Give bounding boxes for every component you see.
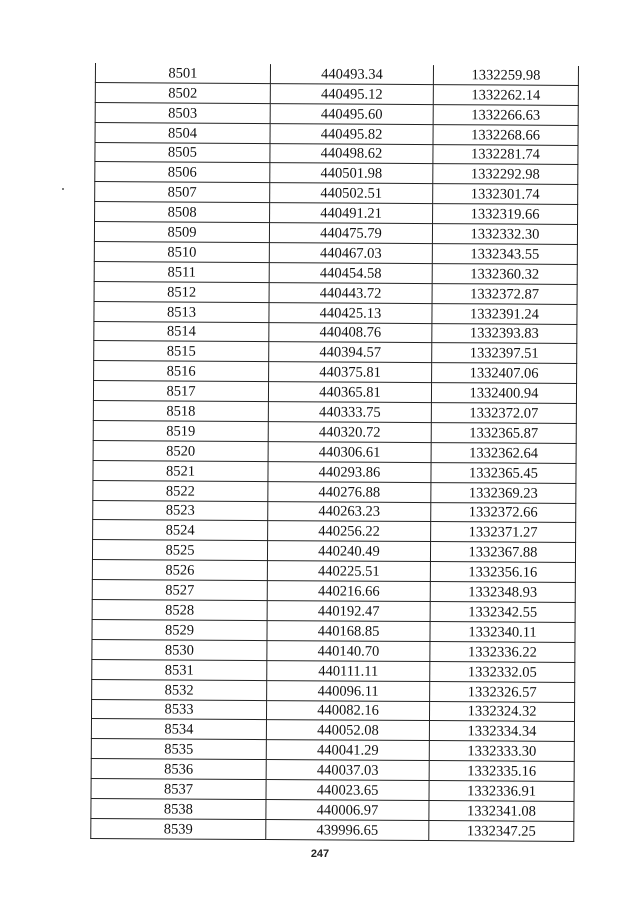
- x-coordinate-cell: 440293.86: [268, 461, 431, 482]
- y-coordinate-cell: 1332343.55: [432, 244, 577, 265]
- x-coordinate-cell: 440498.62: [270, 143, 433, 164]
- point-id-cell: 8511: [94, 261, 269, 282]
- point-id-cell: 8508: [95, 202, 270, 223]
- y-coordinate-cell: 1332348.93: [430, 582, 575, 603]
- point-id-cell: 8525: [92, 540, 267, 561]
- y-coordinate-cell: 1332372.07: [431, 403, 576, 424]
- y-coordinate-cell: 1332266.63: [433, 104, 578, 125]
- point-id-cell: 8518: [93, 401, 268, 422]
- y-coordinate-cell: 1332336.22: [430, 641, 575, 662]
- x-coordinate-cell: 440240.49: [267, 541, 430, 562]
- y-coordinate-cell: 1332347.25: [429, 820, 574, 841]
- y-coordinate-cell: 1332372.66: [431, 502, 576, 523]
- x-coordinate-cell: 440495.82: [270, 123, 433, 144]
- x-coordinate-cell: 440425.13: [269, 302, 432, 323]
- point-id-cell: 8504: [95, 122, 270, 143]
- point-id-cell: 8522: [93, 480, 268, 501]
- point-id-cell: 8513: [94, 301, 269, 322]
- x-coordinate-cell: 440493.34: [270, 64, 433, 84]
- x-coordinate-cell: 440454.58: [269, 262, 432, 283]
- point-id-cell: 8514: [94, 321, 269, 342]
- x-coordinate-cell: 440168.85: [267, 620, 430, 641]
- x-coordinate-cell: 440225.51: [267, 561, 430, 582]
- y-coordinate-cell: 1332397.51: [432, 343, 577, 364]
- x-coordinate-cell: 440475.79: [269, 223, 432, 244]
- x-coordinate-cell: 440256.22: [268, 521, 431, 542]
- y-coordinate-cell: 1332259.98: [433, 65, 578, 85]
- point-id-cell: 8533: [91, 699, 266, 720]
- y-coordinate-cell: 1332281.74: [433, 144, 578, 165]
- y-coordinate-cell: 1332340.11: [430, 621, 575, 642]
- y-coordinate-cell: 1332262.14: [433, 84, 578, 105]
- point-id-cell: 8539: [91, 818, 266, 839]
- point-id-cell: 8515: [94, 341, 269, 362]
- coordinate-table-body: [91, 63, 579, 841]
- point-id-cell: 8523: [93, 500, 268, 521]
- y-coordinate-cell: 1332400.94: [431, 383, 576, 404]
- point-id-cell: 8517: [93, 381, 268, 402]
- x-coordinate-cell: 440502.51: [270, 183, 433, 204]
- y-coordinate-cell: 1332367.88: [430, 542, 575, 563]
- x-coordinate-cell: 440320.72: [268, 422, 431, 443]
- page-number: 247: [310, 848, 330, 860]
- x-coordinate-cell: 440394.57: [269, 342, 432, 363]
- x-coordinate-cell: 440467.03: [269, 243, 432, 264]
- point-id-cell: 8521: [93, 460, 268, 481]
- x-coordinate-cell: 440276.88: [268, 481, 431, 502]
- point-id-cell: 8534: [91, 719, 266, 740]
- point-id-cell: 8520: [93, 440, 268, 461]
- point-id-cell: 8512: [94, 281, 269, 302]
- y-coordinate-cell: 1332362.64: [431, 442, 576, 463]
- y-coordinate-cell: 1332365.87: [431, 423, 576, 444]
- point-id-cell: 8502: [95, 82, 270, 103]
- y-coordinate-cell: 1332391.24: [432, 303, 577, 324]
- x-coordinate-cell: 440052.08: [266, 720, 429, 741]
- y-coordinate-cell: 1332319.66: [433, 204, 578, 225]
- point-id-cell: 8531: [92, 659, 267, 680]
- point-id-cell: 8524: [93, 520, 268, 541]
- y-coordinate-cell: 1332336.91: [429, 781, 574, 802]
- point-id-cell: 8538: [91, 798, 266, 819]
- y-coordinate-cell: 1332335.16: [429, 761, 574, 782]
- x-coordinate-cell: 440140.70: [267, 640, 430, 661]
- point-id-cell: 8509: [94, 222, 269, 243]
- x-coordinate-cell: 440375.81: [269, 362, 432, 383]
- point-id-cell: 8537: [91, 779, 266, 800]
- y-coordinate-cell: 1332393.83: [432, 323, 577, 344]
- point-id-cell: 8501: [95, 63, 270, 83]
- y-coordinate-cell: 1332369.23: [431, 482, 576, 503]
- x-coordinate-cell: 440501.98: [270, 163, 433, 184]
- point-id-cell: 8530: [92, 639, 267, 660]
- x-coordinate-cell: 440495.60: [270, 103, 433, 124]
- y-coordinate-cell: 1332301.74: [433, 184, 578, 205]
- x-coordinate-cell: 440037.03: [266, 760, 429, 781]
- x-coordinate-cell: 440365.81: [268, 382, 431, 403]
- y-coordinate-cell: 1332333.30: [429, 741, 574, 762]
- point-id-cell: 8526: [92, 560, 267, 581]
- x-coordinate-cell: 440333.75: [268, 402, 431, 423]
- y-coordinate-cell: 1332356.16: [430, 562, 575, 583]
- point-id-cell: 8529: [92, 619, 267, 640]
- point-id-cell: 8516: [94, 361, 269, 382]
- point-id-cell: 8506: [95, 162, 270, 183]
- x-coordinate-cell: 440041.29: [266, 740, 429, 761]
- point-id-cell: 8519: [93, 421, 268, 442]
- x-coordinate-cell: 440023.65: [266, 780, 429, 801]
- table-row: [91, 818, 574, 841]
- point-id-cell: 8510: [94, 242, 269, 263]
- y-coordinate-cell: 1332334.34: [429, 721, 574, 742]
- y-coordinate-cell: 1332324.32: [429, 701, 574, 722]
- x-coordinate-cell: 440443.72: [269, 282, 432, 303]
- y-coordinate-cell: 1332341.08: [429, 801, 574, 822]
- x-coordinate-cell: 439996.65: [266, 819, 429, 840]
- point-id-cell: 8507: [95, 182, 270, 203]
- x-coordinate-cell: 440263.23: [268, 501, 431, 522]
- x-coordinate-cell: 440495.12: [270, 83, 433, 104]
- y-coordinate-cell: 1332342.55: [430, 602, 575, 623]
- y-coordinate-cell: 1332292.98: [433, 164, 578, 185]
- coordinate-table: [90, 63, 579, 842]
- y-coordinate-cell: 1332268.66: [433, 124, 578, 145]
- point-id-cell: 8505: [95, 142, 270, 163]
- x-coordinate-cell: 440192.47: [267, 601, 430, 622]
- y-coordinate-cell: 1332365.45: [431, 462, 576, 483]
- x-coordinate-cell: 440306.61: [268, 441, 431, 462]
- y-coordinate-cell: 1332371.27: [431, 522, 576, 543]
- point-id-cell: 8532: [92, 679, 267, 700]
- x-coordinate-cell: 440096.11: [267, 680, 430, 701]
- y-coordinate-cell: 1332360.32: [432, 263, 577, 284]
- x-coordinate-cell: 440082.16: [266, 700, 429, 721]
- point-id-cell: 8535: [91, 739, 266, 760]
- y-coordinate-cell: 1332326.57: [430, 681, 575, 702]
- x-coordinate-cell: 440491.21: [270, 203, 433, 224]
- x-coordinate-cell: 440111.11: [267, 660, 430, 681]
- y-coordinate-cell: 1332332.30: [432, 224, 577, 245]
- x-coordinate-cell: 440408.76: [269, 322, 432, 343]
- y-coordinate-cell: 1332332.05: [430, 661, 575, 682]
- point-id-cell: 8528: [92, 600, 267, 621]
- x-coordinate-cell: 440006.97: [266, 800, 429, 821]
- x-coordinate-cell: 440216.66: [267, 581, 430, 602]
- point-id-cell: 8527: [92, 580, 267, 601]
- scan-speck: [62, 188, 64, 190]
- y-coordinate-cell: 1332407.06: [432, 363, 577, 384]
- point-id-cell: 8536: [91, 759, 266, 780]
- point-id-cell: 8503: [95, 102, 270, 123]
- y-coordinate-cell: 1332372.87: [432, 283, 577, 304]
